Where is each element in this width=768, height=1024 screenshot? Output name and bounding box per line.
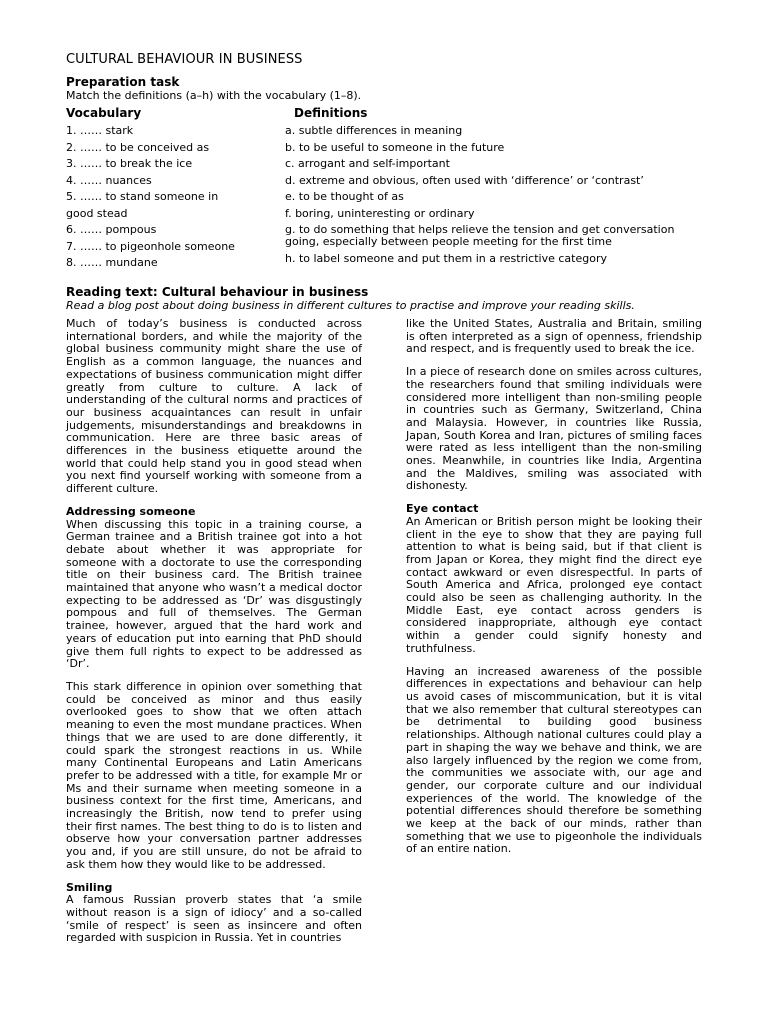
preparation-instruction: Match the definitions (a–h) with the vocabulary (1–8). xyxy=(66,89,362,102)
section-heading-smiling: Smiling xyxy=(66,880,113,894)
document-title: CULTURAL BEHAVIOUR IN BUSINESS xyxy=(66,52,303,67)
article-paragraph: An American or British person might be looking their client in the eye to show that they are paying full attention to what is being said, but if that client is from Japan or Korea, they might find the direct eye contact awkward or even disrespectful. In parts of South America and Africa, prolonged eye contact could also be seen as challenging authority. In the Middle East, eye contact across genders is considered inappropriate, although eye contact within a gender could signify honesty and truthfulness. xyxy=(406,514,702,655)
article-left-column xyxy=(66,318,362,955)
definition-item: a. subtle differences in meaning xyxy=(285,124,463,137)
reading-intro: Read a blog post about doing business in different cultures to practise and improve your reading skills. xyxy=(66,299,635,312)
article-right-column xyxy=(406,318,702,955)
definition-item: f. boring, uninteresting or ordinary xyxy=(285,206,475,220)
vocab-matching-table xyxy=(66,123,702,271)
section-heading-addressing: Addressing someone xyxy=(66,504,196,518)
definition-item: e. to be thought of as xyxy=(285,190,404,203)
preparation-task-heading: Preparation task xyxy=(66,75,180,89)
vocab-item: 5. …… to stand someone in xyxy=(66,190,219,203)
article-paragraph: When discussing this topic in a training course, a German trainee and a British trainee got into a hot debate about whether it was appropriate for someone with a doctorate to use the corresponding title on their business card. The British trainee maintained that anyone who wasn’t a medical doctor expecting to be addressed as ‘Dr’ was disgustingly pompous and full of themselves. The German trainee, however, argued that the hard work and years of education put into earning that PhD should give them full rights to expect to be addressed as ‘Dr’. xyxy=(66,517,362,671)
section-heading-eye-contact: Eye contact xyxy=(406,502,479,516)
vocab-table-header xyxy=(66,106,702,120)
definition-item: d. extreme and obvious, often used with ‘difference’ or ‘contrast’ xyxy=(285,173,644,187)
vocab-item: 1. …… stark xyxy=(66,124,134,137)
article-columns xyxy=(66,318,702,955)
vocab-item: 6. …… pompous xyxy=(66,223,157,236)
vocabulary-heading: Vocabulary xyxy=(66,106,142,120)
vocab-item: 3. …… to break the ice xyxy=(66,157,193,170)
definition-item: g. to do something that helps relieve the tension and get conversation going, especially between people meeting for the first time xyxy=(285,223,675,248)
article-paragraph: like the United States, Australia and Britain, smiling is often interpreted as a sign of openness, friendship and respect, and is frequently used to break the ice. xyxy=(406,317,702,356)
article-paragraph: A famous Russian proverb states that ‘a smile without reason is a sign of idiocy’ and a so-called ‘smile of respect’ is seen as insincere and often regarded with suspicion in Russia. Yet in countries xyxy=(66,893,362,945)
vocab-item: 2. …… to be conceived as xyxy=(66,140,210,154)
definition-item: c. arrogant and self-important xyxy=(285,157,450,170)
article-paragraph: This stark difference in opinion over something that could be conceived as minor and thus easily overlooked goes to show that we often attach meaning to even the most mundane practices. When things that we are used to are done differently, it could spark the strongest reactions in us. While many Continental Europeans and Latin Americans prefer to be addressed with a title, for example Mr or Ms and their surname when meeting someone in a business context for the first time, Americans, and increasingly the British, now tend to prefer using their first names. The best thing to do is to listen and observe how your conversation partner addresses you and, if you are still unsure, do not be afraid to ask them how they would like to be addressed. xyxy=(66,679,362,871)
vocab-item: 4. …… nuances xyxy=(66,173,152,187)
definition-item: b. to be useful to someone in the future xyxy=(285,140,505,154)
article-paragraph: Having an increased awareness of the possible differences in expectations and behaviour can help us avoid cases of miscommunication, but it is vital that we also remember that cultural stereotypes can be detrimental to building good business relationships. Although national cultures could play a part in shaping the way we behave and think, we are also largely influenced by the region we come from, the communities we associate with, our age and gender, our corporate culture and our individual experiences of the world. The knowledge of the potential differences should therefore be something we keep at the back of our minds, rather than something that we use to pigeonhole the individuals of an entire nation. xyxy=(406,664,702,856)
definitions-heading: Definitions xyxy=(294,106,368,120)
vocab-item-continuation: good stead xyxy=(66,206,128,220)
reading-text-heading: Reading text: Cultural behaviour in business xyxy=(66,285,369,299)
vocab-item: 7. …… to pigeonhole someone xyxy=(66,239,235,253)
article-paragraph: Much of today’s business is conducted across international borders, and while the majority of the global business community might share the use of English as a common language, the nuances and expectations of business communication might differ greatly from culture to culture. A lack of understanding of the cultural norms and practices of our business acquaintances can result in unfair judgements, misunderstandings and breakdowns in communication. Here are three basic areas of differences in the business etiquette around the world that could help stand you in good stead when you next find yourself working with someone from a different culture. xyxy=(66,317,362,496)
document-page xyxy=(66,52,702,955)
article-paragraph: In a piece of research done on smiles across cultures, the researchers found that smiling individuals were considered more intelligent than non-smiling people in countries such as Germany, Switzerland, China and Malaysia. However, in countries like Russia, Japan, South Korea and Iran, pictures of smiling faces were rated as less intelligent than the non-smiling ones. Meanwhile, in countries like India, Argentina and the Maldives, smiling was associated with dishonesty. xyxy=(406,365,702,493)
definition-item: h. to label someone and put them in a restrictive category xyxy=(285,252,607,265)
vocab-item: 8. …… mundane xyxy=(66,256,158,269)
